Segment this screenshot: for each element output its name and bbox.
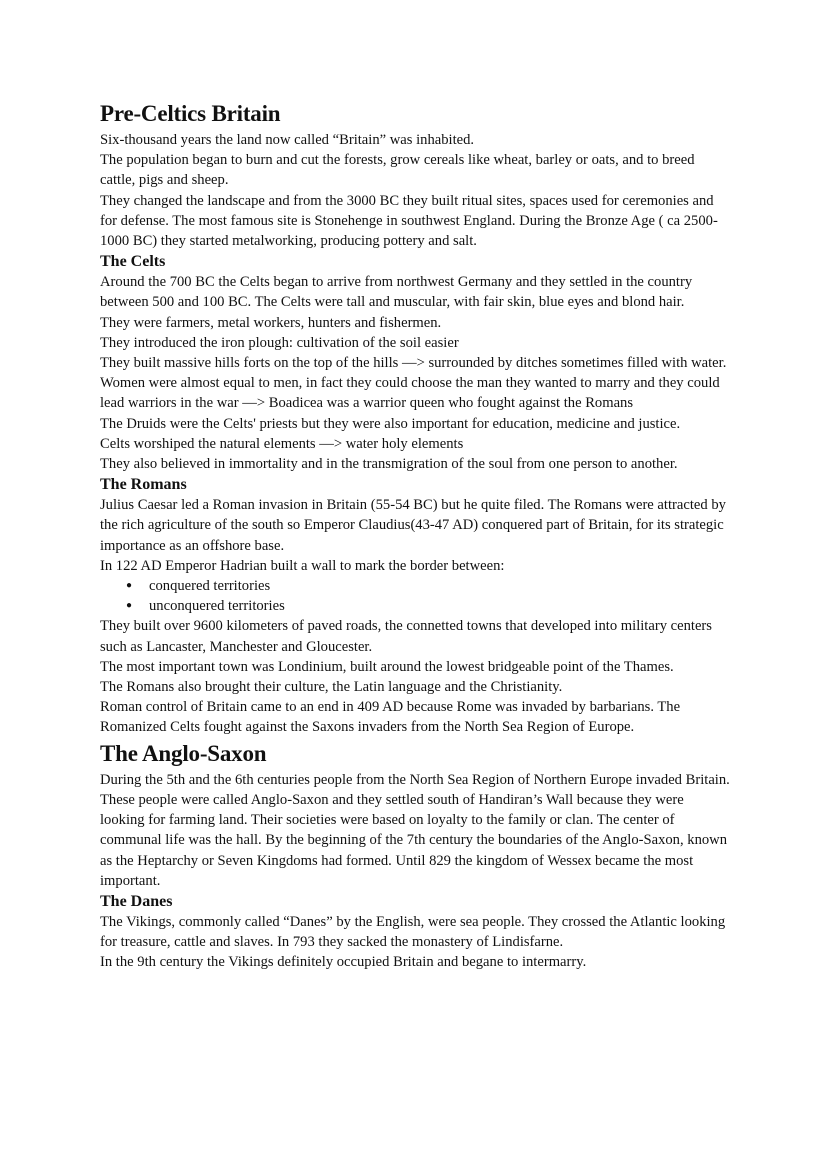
paragraph: Women were almost equal to men, in fact they could choose the man they wanted to marry and they could lead warriors in the war —> Boadicea was a warrior queen who fought against the Romans	[100, 375, 720, 412]
paragraph: During the 5th and the 6th centuries people from the North Sea Region of Northern Europe invaded Britain.	[100, 771, 730, 788]
paragraph: They built massive hills forts on the top of the hills —> surrounded by ditches sometimes filled with water.	[100, 355, 727, 372]
bullet-list-territories	[100, 576, 730, 616]
paragraph: The Romans also brought their culture, the Latin language and the Christianity.	[100, 679, 563, 696]
document-page	[100, 98, 730, 973]
paragraph: In 122 AD Emperor Hadrian built a wall to mark the border between:	[100, 557, 505, 574]
paragraph: In the 9th century the Vikings definitely occupied Britain and begane to intermarry.	[100, 954, 587, 971]
paragraph: They changed the landscape and from the 3000 BC they built ritual sites, spaces used for ceremonies and for defense. The most famous site is Stonehenge in southwest England. During the Bronze Age ( ca 2500-1000 BC) they started metalworking, producing pottery and salt.	[100, 192, 718, 250]
paragraph: They introduced the iron plough: cultivation of the soil easier	[100, 334, 459, 351]
paragraph: Around the 700 BC the Celts began to arrive from northwest Germany and they settled in the country between 500 and 100 BC. The Celts were tall and muscular, with fair skin, blue eyes and blond hair.	[100, 274, 693, 311]
paragraph: Six-thousand years the land now called “Britain” was inhabited.	[100, 132, 475, 148]
heading-pre-celtics-britain: Pre-Celtics Britain	[100, 101, 281, 126]
paragraph: They were farmers, metal workers, hunters and fishermen.	[100, 314, 442, 331]
bullet-item: ● conquered territories	[100, 576, 730, 596]
heading-the-anglo-saxon: The Anglo-Saxon	[100, 740, 267, 766]
paragraph: The Druids were the Celts' priests but they were also important for education, medicine and justice.	[100, 415, 681, 432]
paragraph: They built over 9600 kilometers of paved roads, the connetted towns that developed into military centers such as Lancaster, Manchester and Gloucester.	[100, 618, 712, 655]
paragraph: The population began to burn and cut the forests, grow cereals like wheat, barley or oats, and to breed cattle, pigs and sheep.	[100, 152, 695, 189]
bullet-item: ● unconquered territories	[100, 596, 730, 616]
heading-the-danes: The Danes	[100, 892, 173, 910]
paragraph: The Vikings, commonly called “Danes” by the English, were sea people. They crossed the Atlantic looking for treasure, cattle and slaves. In 793 they sacked the monastery of Lindisfarne.	[100, 913, 726, 951]
paragraph: These people were called Anglo-Saxon and they settled south of Handiran’s Wall because they were looking for farming land. Their societies were based on loyalty to the family or clan. The center of communal life was the hall. By the beginning of the 7th century the boundaries of the Anglo-Saxon, known as the Heptarchy or Seven Kingdoms had formed. Until 829 the kingdom of Wessex became the most important.	[100, 791, 727, 889]
paragraph: The most important town was Londinium, built around the lowest bridgeable point of the Thames.	[100, 658, 674, 675]
paragraph: Celts worshiped the natural elements —> water holy elements	[100, 435, 464, 452]
heading-the-celts: The Celts	[100, 253, 166, 271]
paragraph: Julius Caesar led a Roman invasion in Britain (55-54 BC) but he quite filed. The Romans were attracted by the rich agriculture of the south so Emperor Claudius(43-47 AD) conquered part of Britain, for its strategic importance as an offshore base.	[100, 497, 726, 554]
paragraph: Roman control of Britain came to an end in 409 AD because Rome was invaded by barbarians. The Romanized Celts fought against the Saxons invaders from the North Sea Region of Europe.	[100, 699, 681, 736]
heading-the-romans: The Romans	[100, 476, 187, 494]
paragraph: They also believed in immortality and in the transmigration of the soul from one person to another.	[100, 456, 678, 473]
